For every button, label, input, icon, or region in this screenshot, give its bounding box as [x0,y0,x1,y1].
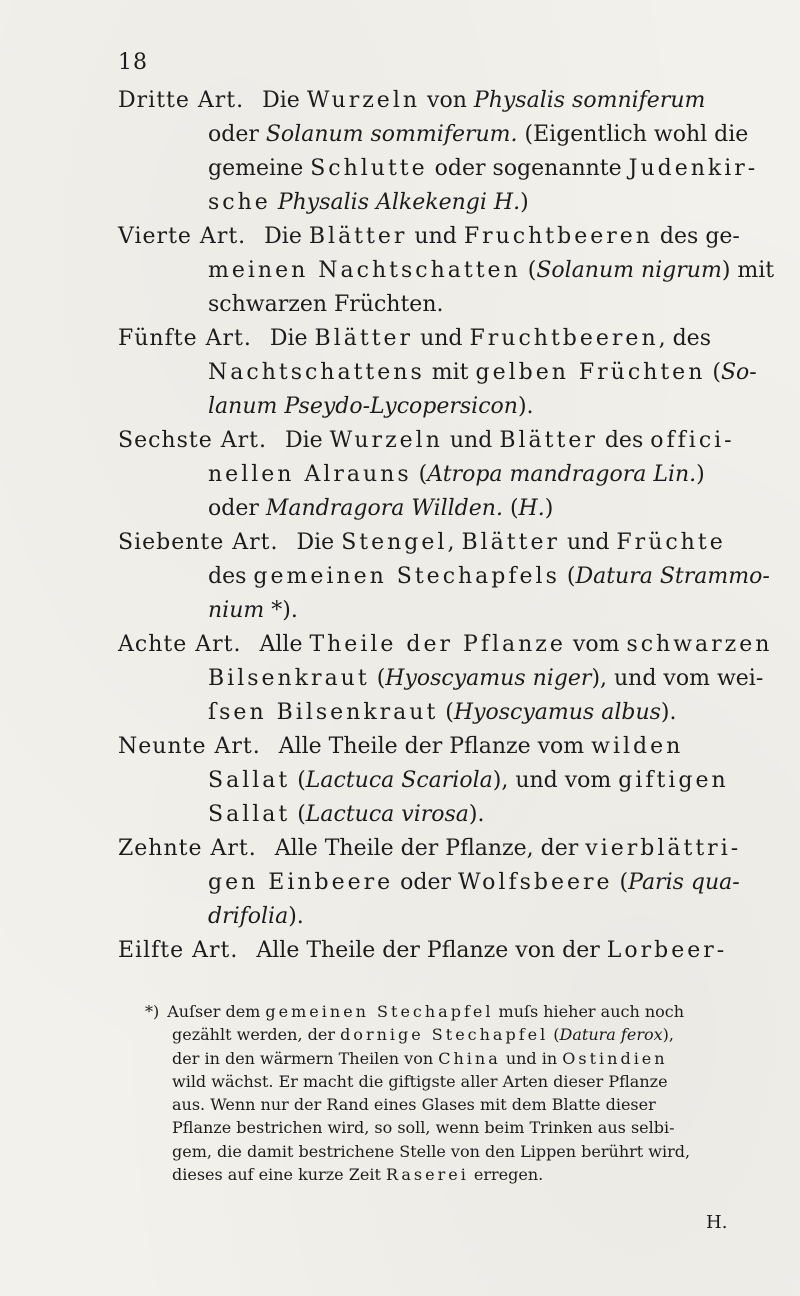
entry-line [118,492,782,526]
signature: H. [706,1212,728,1233]
text-run: schwarzen Früchten. [208,292,444,317]
text-run: ( [502,496,519,521]
entry-line [118,322,782,356]
footnote-line-text [145,1000,684,1023]
spaced-text-run: Blätter [308,224,408,249]
text-run: gem, die damit bestrichene Stelle von den Lippen berührt wird, [172,1141,691,1161]
entry-line [118,254,782,288]
spaced-text-run: gemeinen Stechapfel [265,1002,494,1021]
footnote-line-text [172,1163,543,1186]
spaced-text-run: Wurzeln [306,88,421,113]
text-run: muſs hieher auch noch [493,1002,685,1021]
spaced-text-run: gen Einbeere [208,870,394,895]
italic-text-run: Physalis Alkekengi H. [277,190,521,215]
spaced-text-run: Fruchtbeeren [463,224,653,249]
italic-text-run: Hyoscyamus albus [453,700,661,725]
text-run: ( [369,666,386,691]
footnote-marker: *) [145,1002,160,1021]
text-run: ). [517,394,534,419]
text-run: aus. Wenn nur der Rand eines Glases mit dem Blatte dieser [172,1095,656,1115]
text-run: Die [264,224,309,249]
italic-text-run: Solanum nigrum [536,258,722,283]
text-run: , des [658,326,711,351]
text-run: und [559,530,617,555]
text-run: und [442,428,500,453]
spaced-text-run: sche [208,190,271,215]
text-run: oder [393,870,459,895]
text-run: gezählt werden, der [172,1025,341,1045]
text-run: ( [612,870,629,895]
entry-line [118,934,782,968]
text-run: und [407,224,464,249]
spaced-text-run: ſsen Bilsenkraut [208,700,439,725]
spaced-text-run: Lorbeer- [606,938,728,963]
footnote-line [145,1116,775,1139]
entry-line [118,356,782,390]
entry [118,730,782,832]
text-run: ) [696,462,705,487]
italic-text-run: drifolia [208,904,289,929]
entry [118,526,782,628]
entry-line [118,152,782,186]
spaced-text-run: Stengel [341,530,448,555]
italic-text-run: H. [518,496,545,521]
spaced-text-run: Sallat [208,802,291,827]
text-run: ( [705,360,721,385]
text-run: *). [264,598,298,623]
entry-title: Zehnte Art. [118,836,257,861]
spaced-text-run: Bilsenkraut [208,666,370,691]
text-run: Alle Theile der Pflanze von der [256,938,607,963]
entry-title: Sechste Art. [118,428,267,453]
text-run: gemeine [208,156,311,181]
spaced-text-run: Sallat [208,768,291,793]
italic-text-run: Solanum sommiferum. [265,122,518,147]
italic-text-run: Physalis somniferum [473,88,706,113]
spaced-text-run: dornige Stechapfel [340,1025,549,1045]
text-run: ( [559,564,576,589]
text-run: ( [411,462,428,487]
footnote-line-text [172,1116,675,1139]
footnote-line-text [172,1140,690,1163]
spaced-text-run: Blätter [314,326,414,351]
spaced-text-run: offici- [650,428,735,453]
text-run: ( [438,700,454,725]
text-run: ( [290,802,306,827]
spaced-text-run: wilden [591,734,684,759]
text-run: erregen. [468,1165,544,1185]
text-run: dieses auf eine kurze Zeit [172,1165,386,1185]
entry-line [118,526,782,560]
text-run: wild wächst. Er macht die giftigste aller Arten dieser Pflanze [172,1071,668,1091]
spaced-text-run: schwarzen [626,632,773,657]
entry-line [118,458,782,492]
entry-line [118,662,782,696]
page-number: 18 [118,50,148,75]
footnote-line-text [172,1070,668,1093]
text-run: und in [500,1048,563,1068]
text-run: Alle Theile der Pflanze vom [278,734,592,759]
text-run: ) [520,190,529,215]
footnote [145,1000,775,1186]
text-run: von [420,88,474,113]
text-run: oder [208,496,266,521]
footnote-line [145,1070,775,1093]
text-run: (Eigentlich wohl die [517,122,749,147]
spaced-text-run: vierblättri- [585,836,742,861]
spaced-text-run: Früchte [616,530,726,555]
spaced-text-run: Ostindien [562,1048,668,1068]
italic-text-run: Hyoscyamus niger [385,666,592,691]
entry [118,424,782,526]
entry [118,628,782,730]
entry-line [118,764,782,798]
entry [118,220,782,322]
text-run: Die [296,530,342,555]
text-run: Alle Theile der Pflanze, der [274,836,586,861]
text-run: ). [660,700,677,725]
footnote-line-text [172,1093,656,1116]
entry-title: Fünfte Art. [118,326,252,351]
entry-line [118,186,782,220]
text-run: ) mit [721,258,775,283]
entry-line [118,900,782,934]
footnote-line [145,1047,775,1070]
entry-title: Siebente Art. [118,530,279,555]
spaced-text-run: Judenkir- [628,156,759,181]
text-run: , [447,530,462,555]
italic-text-run: nium [208,598,265,623]
spaced-text-run: Raserei [385,1165,469,1185]
entry [118,84,782,220]
text-run: ) [544,496,554,521]
text-run: ). [288,904,304,929]
footnote-line [145,1163,775,1186]
spaced-text-run: Schlutte [310,156,428,181]
entry-line [118,628,782,662]
entry-title: Vierte Art. [118,224,247,249]
text-run: Pflanze bestrichen wird, so soll, wenn beim Trinken aus selbi- [172,1118,675,1138]
text-run: oder [208,122,266,147]
text-run: Die [269,326,315,351]
italic-text-run: Datura Strammo- [575,564,770,589]
entry-line [118,84,782,118]
footnote-line [145,1140,775,1163]
spaced-text-run: Blätter [499,428,598,453]
text-run: ( [290,768,306,793]
entry-title: Eilfte Art. [118,938,239,963]
footnote-line-text [172,1023,674,1046]
text-run: mit [424,360,476,385]
text-run: der in den wärmern Theilen von [172,1048,439,1068]
spaced-text-run: meinen Nachtschatten [208,258,521,283]
entry-line [118,798,782,832]
text-run: Auſser dem [167,1002,266,1021]
italic-text-run: Atropa mandragora Lin. [427,462,697,487]
text-run: Alle [259,632,310,657]
text-run: vom [565,632,627,657]
spaced-text-run: Fruchtbeeren [469,326,659,351]
italic-text-run: Datura ferox [559,1025,663,1045]
entry-line [118,220,782,254]
entry-line [118,288,782,322]
entry-line [118,424,782,458]
text-run: des ge- [652,224,740,249]
entry-line [118,560,782,594]
italic-text-run: Lactuca virosa [305,802,469,827]
footnote-line [145,1000,775,1023]
spaced-text-run: giftigen [618,768,729,793]
spaced-text-run: gelben Früchten [475,360,706,385]
text-run: Die [284,428,330,453]
footnote-line [145,1093,775,1116]
spaced-text-run: Wolfsbeere [458,870,613,895]
spaced-text-run: Blätter [461,530,560,555]
entry-line [118,696,782,730]
italic-text-run: Lactuca Scariola [305,768,493,793]
entry [118,322,782,424]
italic-text-run: So- [720,360,757,385]
spaced-text-run: China [438,1048,501,1068]
text-run: Die [262,88,307,113]
entry-title: Neunte Art. [118,734,261,759]
entry-line [118,866,782,900]
spaced-text-run: nellen Alrauns [208,462,412,487]
entry-line [118,390,782,424]
entry-line [118,832,782,866]
footnote-line [145,1023,775,1046]
spaced-text-run: gemeinen Stechapfels [253,564,560,589]
text-run [271,186,278,220]
text-run: ), und vom wei- [591,666,764,691]
text-run: ), [662,1025,674,1045]
spaced-text-run: Wurzeln [329,428,443,453]
text-run: ( [548,1025,560,1045]
entry-line [118,730,782,764]
entry [118,934,782,968]
text-run: oder sogenannte [427,156,629,181]
italic-text-run: lanum Pseydo-Lycopersicon [208,394,518,419]
entry-title: Achte Art. [118,632,242,657]
text-run: ), und vom [492,768,619,793]
entry-line [118,118,782,152]
text-run: ). [468,802,485,827]
entry-title: Dritte Art. [118,88,245,113]
entry-line [118,594,782,628]
footnote-line-text [172,1047,668,1070]
italic-text-run: Paris qua- [628,870,740,895]
italic-text-run: Mandragora Willden. [265,496,503,521]
spaced-text-run: Nachtschattens [208,360,425,385]
text-run: und [413,326,470,351]
entry-list [118,84,782,968]
text-run: des [597,428,651,453]
entry [118,832,782,934]
spaced-text-run: Theile der Pflanze [309,632,566,657]
text-run: des [208,564,254,589]
text-run: ( [520,258,537,283]
